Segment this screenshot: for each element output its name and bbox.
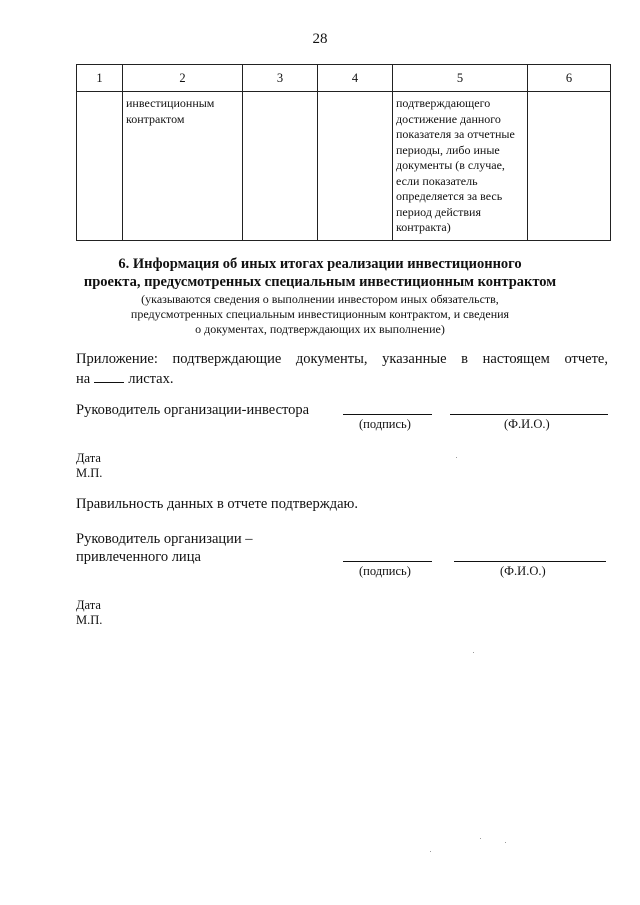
cell-line: документы (в случае,	[396, 158, 505, 172]
cell-line: контрактом	[126, 111, 185, 126]
cell-line: подтверждающего	[396, 96, 491, 110]
cell-line: инвестиционным	[126, 96, 215, 110]
attracted-signature-caption: (подпись)	[359, 564, 411, 578]
confirmation-text: Правильность данных в отчете подтверждаю.	[76, 496, 358, 512]
appendix-prefix: на	[76, 371, 91, 387]
appendix-suffix: листах.	[128, 371, 174, 387]
note-line: (указываются сведения о выполнении инвестором иных обязательств,	[141, 292, 499, 306]
scan-speck	[430, 851, 431, 852]
cell-line: период действия	[396, 204, 481, 219]
page-number: 28	[312, 31, 328, 47]
investor-name-caption: (Ф.И.О.)	[504, 417, 550, 431]
attracted-name-line	[454, 561, 606, 562]
section-note	[60, 292, 580, 337]
note-line: предусмотренных специальным инвестиционным контрактом, и сведения	[130, 307, 510, 321]
cell-line: показателя за отчетные	[396, 127, 515, 141]
attracted-head-label-line1: Руководитель организации –	[76, 531, 253, 547]
note-line: о документах, подтверждающих их выполнение)	[195, 322, 445, 336]
scan-speck	[480, 838, 481, 839]
cell-line: контракта)	[396, 220, 451, 234]
investor-name-line	[450, 414, 608, 415]
table-header-cell: 6	[528, 65, 611, 92]
attracted-date-label: Дата	[76, 598, 101, 612]
investor-date-label: Дата	[76, 451, 101, 465]
table-header-cell: 3	[243, 65, 318, 92]
appendix-line: Приложение: подтверждающие документы, указанные в настоящем отчете,	[76, 351, 608, 367]
table-row	[77, 92, 611, 241]
sheet-count-blank	[94, 368, 124, 383]
scan-speck	[456, 457, 457, 458]
section-heading	[60, 255, 580, 291]
table-header-cell: 4	[318, 65, 393, 92]
attracted-signature-line	[343, 561, 432, 562]
table-header-cell: 1	[77, 65, 123, 92]
cell-line: периоды, либо иные	[396, 142, 500, 157]
continuation-table	[76, 64, 611, 241]
table-cell-col5	[393, 92, 528, 241]
attracted-name-caption: (Ф.И.О.)	[500, 564, 546, 578]
investor-stamp-label: М.П.	[76, 466, 103, 480]
table-cell-col1	[77, 92, 123, 241]
scan-speck	[473, 652, 474, 653]
table-header-cell: 5	[393, 65, 528, 92]
table-cell-col6	[528, 92, 611, 241]
cell-line: если показатель	[396, 173, 478, 188]
attracted-stamp-label: М.П.	[76, 613, 103, 627]
investor-head-label: Руководитель организации-инвестора	[76, 402, 310, 418]
table-cell-col3	[243, 92, 318, 241]
scan-speck	[505, 842, 506, 843]
investor-signature-line	[343, 414, 432, 415]
table-header-row	[77, 65, 611, 92]
heading-line: 6. Информация об иных итогах реализации инвестиционного	[118, 256, 522, 272]
table-cell-col2	[123, 92, 243, 241]
table-cell-col4	[318, 92, 393, 241]
appendix-sheets	[76, 368, 173, 388]
cell-line: определяется за весь	[396, 189, 503, 203]
cell-line: достижение данного	[396, 111, 501, 126]
attracted-head-label-line2: привлеченного лица	[76, 549, 201, 565]
heading-line: проекта, предусмотренных специальным инвестиционным контрактом	[83, 274, 557, 290]
table-header-cell: 2	[123, 65, 243, 92]
investor-signature-caption: (подпись)	[359, 417, 411, 431]
